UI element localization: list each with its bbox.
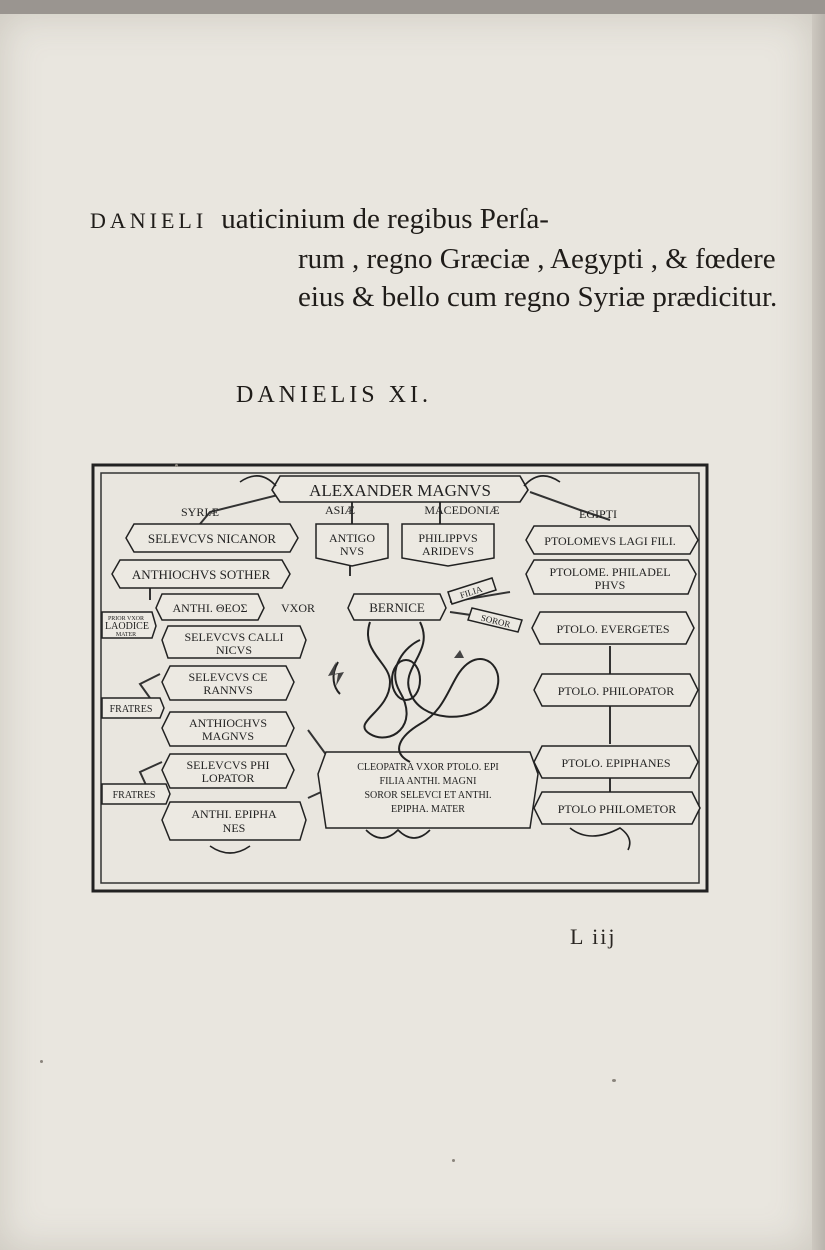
label-antigonus-1: ANTIGO	[329, 531, 375, 545]
paper-speck	[612, 1079, 616, 1082]
label-laodice: LAODICE	[105, 621, 149, 632]
label-egipti: EGIPTI	[579, 507, 617, 521]
label-philippus-2: ARIDEVS	[421, 544, 475, 558]
label-fratres-2: FRATRES	[112, 790, 156, 801]
paper-speck	[452, 1159, 455, 1162]
label-syriae: SYRIÆ	[180, 505, 220, 519]
label-fratres-1: FRATRES	[109, 704, 153, 715]
genealogy-woodcut	[90, 462, 710, 894]
page-heading	[90, 200, 778, 316]
label-ptolomeus-philadelphus-2: PHVS	[594, 578, 626, 592]
label-uxor: VXOR	[280, 601, 316, 615]
label-anthi-theos: ANTHI. ΘΕΟΣ	[172, 601, 248, 615]
label-ptolo-philopator: PTOLO. PHILOPATOR	[557, 684, 675, 698]
label-philippus-1: PHILIPPVS	[418, 531, 478, 545]
heading-line-2: rum , regno Græciæ , Aegypti , & fœdere	[298, 243, 776, 275]
label-bernice: BERNICE	[369, 600, 425, 615]
book-page	[0, 14, 812, 1250]
heading-line-1: DANIELI uaticinium de regibus Perſa-	[90, 203, 549, 235]
heading-line-3: eius & bello cum regno Syriæ prædicitur.	[298, 281, 778, 313]
label-seleucus-ceraunus-2: RANNVS	[203, 683, 253, 697]
label-cleopatra-3: SOROR SELEVCI ET ANTHI.	[364, 790, 492, 801]
label-seleucus-nicanor: SELEVCVS NICANOR	[147, 531, 277, 546]
label-macedoniae: MACEDONIÆ	[424, 503, 500, 517]
label-cleopatra-1: CLEOPATRA VXOR PTOLO. EPI	[357, 762, 499, 773]
label-anthi-epiphanes-2: NES	[222, 821, 246, 835]
label-ptolomeus-philadelphus-1: PTOLOME. PHILADEL	[549, 565, 671, 579]
label-ptolo-euergetes: PTOLO. EVERGETES	[556, 622, 670, 636]
label-seleucus-callinicus-1: SELEVCVS CALLI	[184, 630, 284, 644]
label-seleucus-callinicus-2: NICVS	[215, 643, 253, 657]
chapter-title: DANIELIS XI.	[236, 382, 432, 408]
label-mater: MATER	[115, 632, 137, 638]
label-cleopatra-2: FILIA ANTHI. MAGNI	[379, 776, 477, 787]
paper-speck	[40, 1060, 43, 1063]
label-ptolo-epiphanes: PTOLO. EPIPHANES	[561, 756, 671, 770]
woodcut-diagram	[90, 462, 710, 894]
label-seleucus-ceraunus-1: SELEVCVS CE	[188, 670, 268, 684]
signature-mark: L iij	[570, 924, 617, 949]
label-prior: PRIOR VXOR	[107, 616, 145, 622]
label-ptolomeus-lagi: PTOLOMEVS LAGI FILI.	[544, 534, 676, 548]
label-ptolo-philometor: PTOLO PHILOMETOR	[557, 802, 677, 816]
label-seleucus-philopator-2: LOPATOR	[201, 771, 255, 785]
label-asiae: ASIÆ	[324, 503, 356, 517]
label-antigonus-2: NVS	[339, 544, 365, 558]
label-anthi-epiphanes-1: ANTHI. EPIPHA	[191, 807, 277, 821]
cord-ornament	[334, 622, 499, 762]
label-filia: FILIA	[458, 583, 484, 601]
label-soror: SOROR	[479, 612, 512, 630]
label-cleopatra-4: EPIPHA. MATER	[391, 804, 465, 815]
label-seleucus-philopator-1: SELEVCVS PHI	[186, 758, 270, 772]
label-anthiochus-magnus-1: ANTHIOCHVS	[189, 716, 267, 730]
label-anthiochus-magnus-2: MAGNVS	[201, 729, 255, 743]
heading-name: DANIELI	[90, 208, 208, 233]
label-anthiochus-sother: ANTHIOCHVS SOTHER	[131, 567, 271, 582]
paper-speck	[175, 464, 178, 467]
label-alexander: ALEXANDER MAGNVS	[309, 481, 491, 500]
